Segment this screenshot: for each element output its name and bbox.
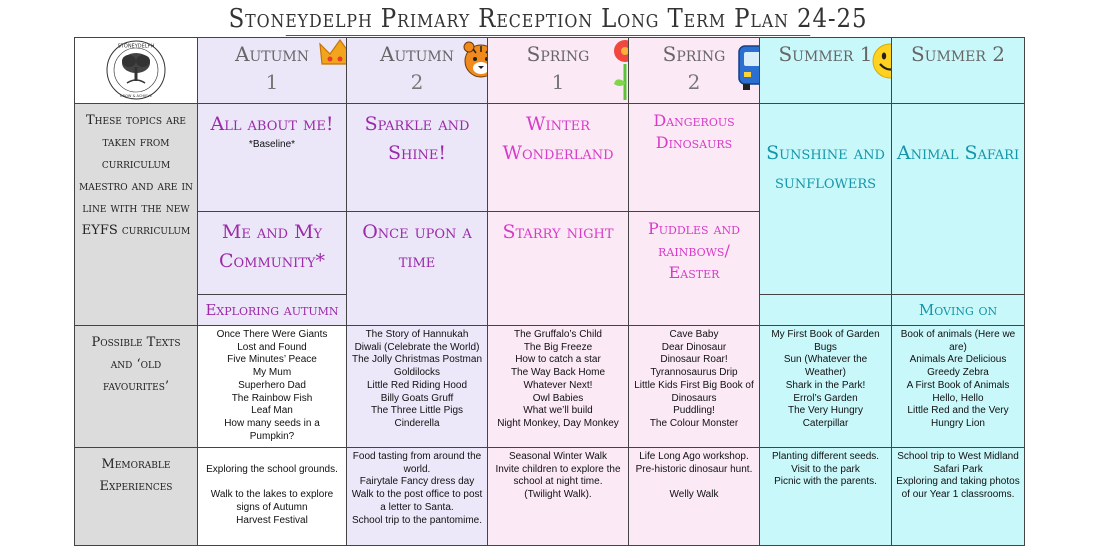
term-name: Autumn	[380, 42, 454, 66]
topic-sparkle-and-shine: Sparkle and Shine!	[347, 104, 488, 212]
texts-autumn-1	[198, 326, 347, 448]
list-item: Walk to the post office to post a letter to Santa.	[351, 489, 483, 513]
list-item: (Twilight Walk).	[524, 489, 592, 501]
list-item: Owl Babies	[532, 392, 584, 404]
list-item: How to catch a star	[515, 354, 601, 366]
list-item: Planting different seeds.	[771, 451, 880, 462]
topic-once-upon-a-time: Once upon a time	[347, 212, 488, 326]
list-item: Fairytale Fancy dress day	[359, 476, 475, 488]
strip-summer-1-empty	[760, 295, 892, 326]
list-item: Walk to the lakes to explore signs of Autumn	[210, 489, 334, 513]
experiences-row-label: Memorable Experiences	[75, 448, 198, 546]
school-logo	[101, 39, 171, 101]
list-item: Hello, Hello	[932, 392, 984, 404]
term-header-autumn-2	[347, 38, 488, 104]
texts-summer-2	[892, 326, 1025, 448]
experiences-summer-1	[760, 448, 892, 546]
crown-icon	[318, 38, 347, 68]
list-item: School trip to the pantomime.	[351, 514, 483, 526]
term-name: Spring	[526, 42, 590, 66]
topics-row-label: These topics are taken from curriculum maestro and are in line with the new EYFS curriculum	[75, 104, 198, 326]
list-item: The Story of Hannukah	[365, 329, 469, 340]
term-number: 1	[265, 70, 279, 94]
list-item: The Colour Monster	[649, 417, 739, 429]
list-item: Food tasting from around the world.	[352, 451, 482, 475]
svg-text:STONEYDELPH: STONEYDELPH	[117, 43, 155, 50]
list-item: Once There Were Giants	[216, 329, 328, 340]
list-item: My First Book of Garden Bugs	[771, 329, 880, 353]
list-item: Dinosaur Roar!	[660, 354, 728, 366]
list-item: Book of animals (Here we are)	[900, 329, 1016, 353]
experiences-row	[75, 448, 1025, 546]
list-item: Welly Walk	[669, 489, 719, 501]
list-item: Cinderella	[394, 417, 440, 429]
list-item: Goldilocks	[393, 367, 441, 379]
list-item: Life Long Ago workshop.	[639, 451, 749, 462]
list-item: The Rainbow Fish	[231, 392, 313, 404]
list-item: Exploring and taking photos of our Year 1 classrooms.	[896, 476, 1020, 501]
list-item: The Jolly Christmas Postman	[351, 354, 483, 366]
topic-all-about-me: All about me! *Baseline*	[198, 104, 347, 212]
logo-cell	[75, 38, 198, 104]
list-item: Diwali (Celebrate the World)	[354, 341, 480, 353]
term-number: 2	[410, 70, 424, 94]
term-header-summer-1	[760, 38, 892, 104]
term-header-autumn-1	[198, 38, 347, 104]
list-item: Picnic with the parents.	[774, 476, 877, 488]
list-item: Animals Are Delicious	[909, 354, 1007, 366]
svg-text:GROW & ACHIEVE: GROW & ACHIEVE	[119, 94, 153, 98]
list-item: Shark in the Park!	[785, 379, 866, 391]
list-item: Little Red and the Very Hungry Lion	[907, 405, 1009, 429]
list-item: The Gruffalo’s Child	[513, 329, 602, 340]
list-item: Exploring the school grounds.	[206, 463, 338, 475]
list-item: Little Kids First Big Book of Dinosaurs	[634, 379, 754, 404]
list-item: The Way Back Home	[510, 367, 606, 379]
topic-starry-night: Starry night	[488, 212, 629, 326]
list-item	[202, 476, 342, 489]
list-item: How many seeds in a Pumpkin?	[224, 417, 320, 442]
topics-top-row	[75, 104, 1025, 212]
list-item: My Mum	[252, 367, 292, 379]
list-item: The Big Freeze	[523, 341, 593, 353]
texts-row	[75, 326, 1025, 448]
texts-row-label: Possible Texts and ‘old favourites’	[75, 326, 198, 448]
list-item: The Three Little Pigs	[370, 405, 464, 417]
list-item: Invite children to explore the school at night time.	[495, 463, 621, 488]
smiley-icon	[871, 42, 892, 80]
strip-moving-on: Moving on	[892, 295, 1025, 326]
term-number: 1	[551, 70, 565, 94]
list-item: Errol’s Garden	[793, 392, 858, 404]
list-item: Visit to the park	[791, 463, 860, 475]
list-item: Sun (Whatever the Weather)	[783, 354, 868, 379]
term-name: Summer 1	[778, 42, 873, 66]
list-item: Night Monkey, Day Monkey	[497, 417, 619, 429]
texts-spring-2	[629, 326, 760, 448]
experiences-autumn-2	[347, 448, 488, 546]
baseline-note: *Baseline*	[248, 139, 296, 150]
experiences-spring-2	[629, 448, 760, 546]
flower-icon	[610, 38, 629, 102]
long-term-plan-table	[74, 37, 1025, 546]
list-item: Cave Baby	[669, 329, 719, 340]
page-title: Stoneydelph Primary Reception Long Term Plan 24-25	[66, 0, 1030, 38]
list-item: Pre-historic dinosaur hunt.	[635, 463, 753, 475]
list-item: Greedy Zebra	[927, 367, 989, 379]
list-item: Tyrannosaurus Drip	[650, 367, 738, 379]
term-header-spring-1	[488, 38, 629, 104]
experiences-autumn-1	[198, 448, 347, 546]
term-header-spring-2	[629, 38, 760, 104]
list-item: Lost and Found	[237, 341, 307, 353]
list-item	[633, 476, 755, 489]
topic-sunshine-and-sunflowers: Sunshine and sunflowers	[760, 104, 892, 295]
list-item: Leaf Man	[251, 405, 293, 417]
list-item: School trip to West Midland Safari Park	[897, 451, 1019, 475]
list-item: What we’ll build	[523, 405, 593, 417]
header-row	[75, 38, 1025, 104]
topic-dangerous-dinosaurs: Dangerous Dinosaurs	[629, 104, 760, 212]
list-item: Superhero Dad	[238, 379, 306, 391]
list-item: Dear Dinosaur	[661, 341, 727, 353]
texts-summer-1	[760, 326, 892, 448]
term-name: Spring	[662, 42, 726, 66]
term-header-summer-2	[892, 38, 1025, 104]
term-name: Summer 2	[910, 42, 1005, 66]
list-item: A First Book of Animals	[906, 379, 1010, 391]
tiger-icon	[461, 40, 488, 80]
topic-puddles-and-rainbows: Puddles and rainbows/ Easter	[629, 212, 760, 326]
list-item: Billy Goats Gruff	[380, 392, 454, 404]
experiences-summer-2	[892, 448, 1025, 546]
list-item: The Very Hungry Caterpillar	[787, 405, 864, 429]
list-item: Five Minutes’ Peace	[227, 354, 317, 366]
bus-icon	[735, 44, 760, 92]
experiences-spring-1	[488, 448, 629, 546]
texts-autumn-2	[347, 326, 488, 448]
topic-animal-safari: Animal Safari	[892, 104, 1025, 295]
list-item	[202, 451, 342, 464]
strip-exploring-autumn: Exploring autumn	[198, 295, 347, 326]
list-item: Puddling!	[673, 405, 715, 417]
term-number: 2	[687, 70, 701, 94]
list-item: Whatever Next!	[523, 379, 593, 391]
list-item: Seasonal Winter Walk	[509, 451, 607, 462]
list-item: Harvest Festival	[236, 514, 308, 526]
term-name: Autumn	[235, 42, 309, 66]
list-item: Little Red Riding Hood	[366, 379, 468, 391]
topic-me-and-my-community: Me and My Community*	[198, 212, 347, 295]
topic-winter-wonderland: Winter Wonderland	[488, 104, 629, 212]
texts-spring-1	[488, 326, 629, 448]
